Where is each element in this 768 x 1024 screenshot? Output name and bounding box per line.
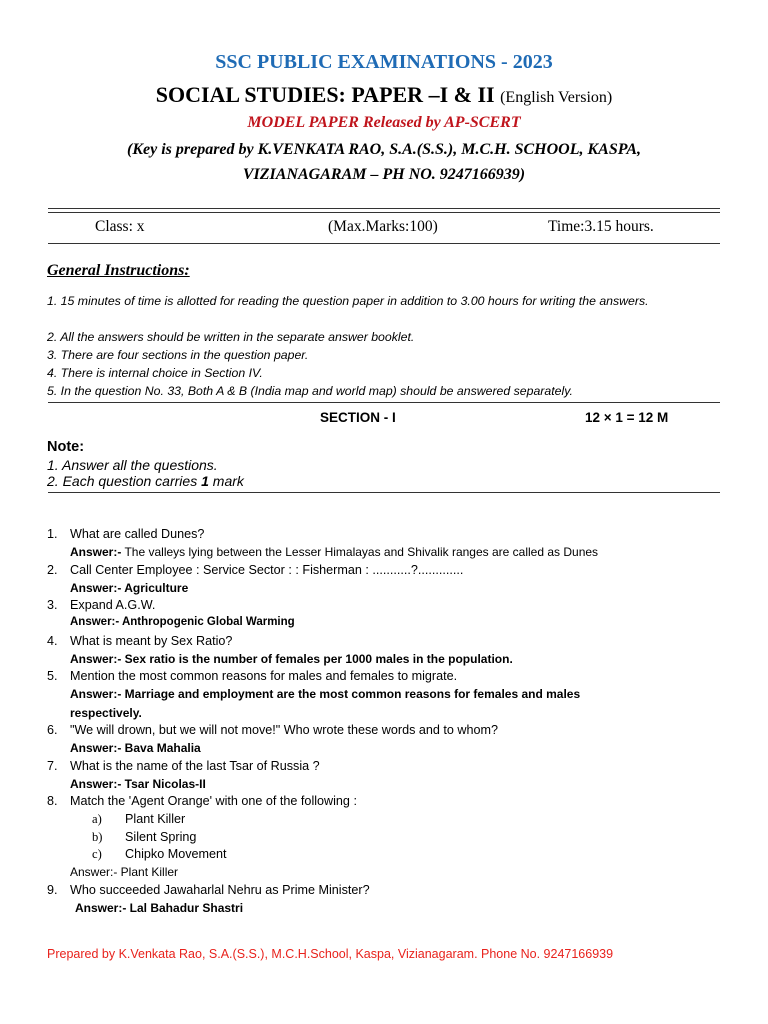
paper-version: (English Version) xyxy=(500,89,613,106)
paper-title xyxy=(0,82,768,108)
paper-name: SOCIAL STUDIES: PAPER –I & II xyxy=(155,82,495,107)
answer-label: Answer:- Bava Mahalia xyxy=(70,741,201,755)
instruction-item: 1. 15 minutes of time is allotted for reading the question paper in addition to 3.00 hours for writing the answers. xyxy=(47,294,649,308)
section-marks: 12 × 1 = 12 M xyxy=(585,410,669,425)
answer-label: Answer:- Sex ratio is the number of females per 1000 males in the population. xyxy=(70,652,513,666)
answer xyxy=(70,652,513,666)
instruction-item: 2. All the answers should be written in the separate answer booklet. xyxy=(47,330,415,344)
note-text: mark xyxy=(208,473,244,489)
option-letter: b) xyxy=(92,830,103,844)
question-number: 5. xyxy=(47,669,58,683)
question-text: What are called Dunes? xyxy=(70,527,205,541)
note-item: 1. Answer all the questions. xyxy=(47,457,218,473)
question-text: "We will drown, but we will not move!" Who wrote these words and to whom? xyxy=(70,723,498,737)
time-info: Time:3.15 hours. xyxy=(548,218,654,235)
note-mark-count: 1 xyxy=(201,473,209,489)
question-number: 6. xyxy=(47,723,58,737)
question-text: What is the name of the last Tsar of Russia ? xyxy=(70,759,320,773)
general-instructions-heading: General Instructions: xyxy=(47,262,190,279)
question-number: 7. xyxy=(47,759,58,773)
note-text: 2. Each question carries xyxy=(47,473,202,489)
answer xyxy=(70,581,188,595)
divider-top-1 xyxy=(48,208,720,209)
question-text: Who succeeded Jawaharlal Nehru as Prime Minister? xyxy=(70,883,370,897)
max-marks-info: (Max.Marks:100) xyxy=(328,218,438,235)
divider-info xyxy=(48,243,720,244)
question-text: Expand A.G.W. xyxy=(70,598,156,612)
question-number: 8. xyxy=(47,794,58,808)
answer-label: Answer:- Marriage and employment are the most common reasons for females and males xyxy=(70,687,581,701)
option-text: Silent Spring xyxy=(125,830,197,844)
answer-continued xyxy=(70,706,142,720)
answer-text: The valleys lying between the Lesser Himalayas and Shivalik ranges are called as Dunes xyxy=(121,545,599,559)
note-label: Note: xyxy=(47,439,85,455)
answer-label: Answer:- Lal Bahadur Shastri xyxy=(75,901,244,915)
instruction-item: 5. In the question No. 33, Both A & B (India map and world map) should be answered separately. xyxy=(47,384,573,398)
option-text: Chipko Movement xyxy=(125,847,227,861)
question-text: What is meant by Sex Ratio? xyxy=(70,634,233,648)
answer-label: respectively. xyxy=(70,706,142,720)
section-title: SECTION - I xyxy=(320,410,396,425)
answer-label: Answer:- Tsar Nicolas-II xyxy=(70,777,206,791)
question-number: 1. xyxy=(47,527,58,541)
model-paper-note: MODEL PAPER Released by AP-SCERT xyxy=(247,114,521,131)
divider-top-2 xyxy=(48,212,720,213)
option-letter: a) xyxy=(92,812,102,826)
answer-text: Plant Killer xyxy=(117,865,179,879)
answer xyxy=(70,865,178,879)
instruction-item: 4. There is internal choice in Section IV. xyxy=(47,366,263,380)
option-text: Plant Killer xyxy=(125,812,186,826)
class-info: Class: x xyxy=(95,218,145,235)
footer-credit: Prepared by K.Venkata Rao, S.A.(S.S.), M.C.H.School, Kaspa, Vizianagaram. Phone No. 9247166939 xyxy=(47,947,614,961)
question-text: Call Center Employee : Service Sector : : Fisherman : ...........?............. xyxy=(70,563,464,577)
question-text: Match the 'Agent Orange' with one of the following : xyxy=(70,794,357,808)
answer xyxy=(70,777,206,791)
divider-section xyxy=(48,402,720,403)
divider-note xyxy=(48,492,720,493)
option-letter: c) xyxy=(92,847,102,861)
question-number: 2. xyxy=(47,563,58,577)
answer-label: Answer:- xyxy=(70,865,118,879)
question-number: 3. xyxy=(47,598,58,612)
answer xyxy=(75,901,243,915)
key-credit-line-2: VIZIANAGARAM – PH NO. 9247166939) xyxy=(242,166,526,183)
question-text: Mention the most common reasons for males and females to migrate. xyxy=(70,669,458,683)
answer xyxy=(70,616,295,628)
question-number: 9. xyxy=(47,883,58,897)
answer xyxy=(70,687,580,701)
exam-title: SSC PUBLIC EXAMINATIONS - 2023 xyxy=(215,51,553,73)
note-item xyxy=(47,473,244,489)
answer xyxy=(70,741,201,755)
question-number: 4. xyxy=(47,634,58,648)
answer-label: Answer:- xyxy=(70,545,122,559)
instruction-item: 3. There are four sections in the question paper. xyxy=(47,348,309,362)
key-credit-line-1: (Key is prepared by K.VENKATA RAO, S.A.(S.S.), M.C.H. SCHOOL, KASPA, xyxy=(126,141,641,158)
answer-label: Answer:- Anthropogenic Global Warming xyxy=(70,616,295,628)
answer-label: Answer:- Agriculture xyxy=(70,581,189,595)
answer xyxy=(70,545,598,559)
